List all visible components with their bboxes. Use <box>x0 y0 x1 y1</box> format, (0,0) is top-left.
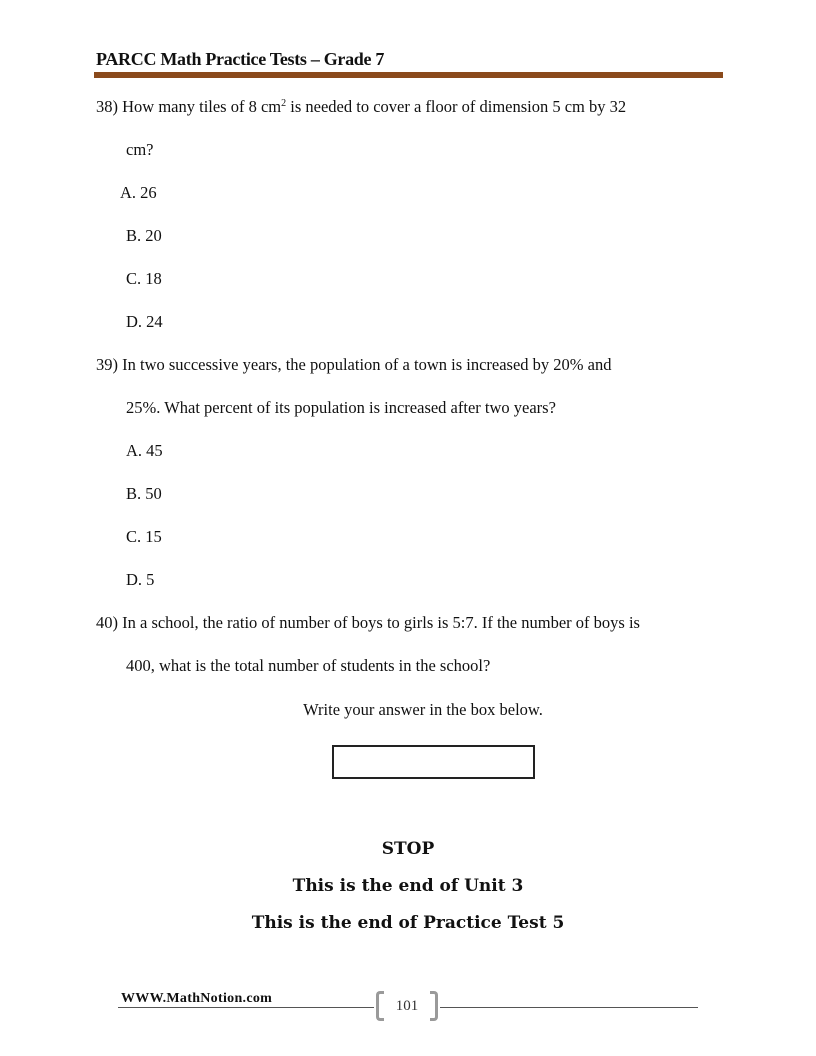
stop-heading: STOP <box>381 839 435 859</box>
option-a: A. 26 <box>120 183 157 202</box>
test-end-text: This is the end of Practice Test 5 <box>251 913 565 933</box>
option-b: B. 50 <box>126 484 162 503</box>
header-rule <box>94 72 723 78</box>
footer-url: WWW.MathNotion.com <box>121 991 273 1006</box>
page-number: 101 <box>395 998 419 1014</box>
option-d: D. 5 <box>126 570 155 589</box>
question-39-text-line-2: 25%. What percent of its population is increased after two years? <box>126 398 556 417</box>
option-a: A. 45 <box>126 441 163 460</box>
question-39-text-line-1: 39) In two successive years, the population of a town is increased by 20% and <box>96 355 612 374</box>
option-c: C. 18 <box>126 269 162 288</box>
right-bracket-icon <box>430 991 438 1021</box>
question-38-text-part-1: 38) How many tiles of 8 cm <box>96 97 282 116</box>
question-38-text-line-2: cm? <box>126 140 154 159</box>
question-38-text-part-2: is needed to cover a floor of dimension 5 cm by 32 <box>286 97 627 116</box>
footer-rule-right <box>440 1007 698 1008</box>
question-40-text-line-2: 400, what is the total number of students in the school? <box>126 656 491 675</box>
option-c: C. 15 <box>126 527 162 546</box>
option-d: D. 24 <box>126 312 163 331</box>
footer-rule-left <box>118 1007 374 1008</box>
unit-end-text: This is the end of Unit 3 <box>292 876 524 896</box>
question-40-text-line-1: 40) In a school, the ratio of number of boys to girls is 5:7. If the number of boys is <box>96 613 640 632</box>
answer-instruction: Write your answer in the box below. <box>303 700 543 719</box>
question-38-text-line-1 <box>96 97 626 117</box>
option-b: B. 20 <box>126 226 162 245</box>
answer-box[interactable] <box>332 745 535 779</box>
superscript: 2 <box>281 98 287 109</box>
header-title: PARCC Math Practice Tests – Grade 7 <box>96 49 385 69</box>
left-bracket-icon <box>376 991 384 1021</box>
